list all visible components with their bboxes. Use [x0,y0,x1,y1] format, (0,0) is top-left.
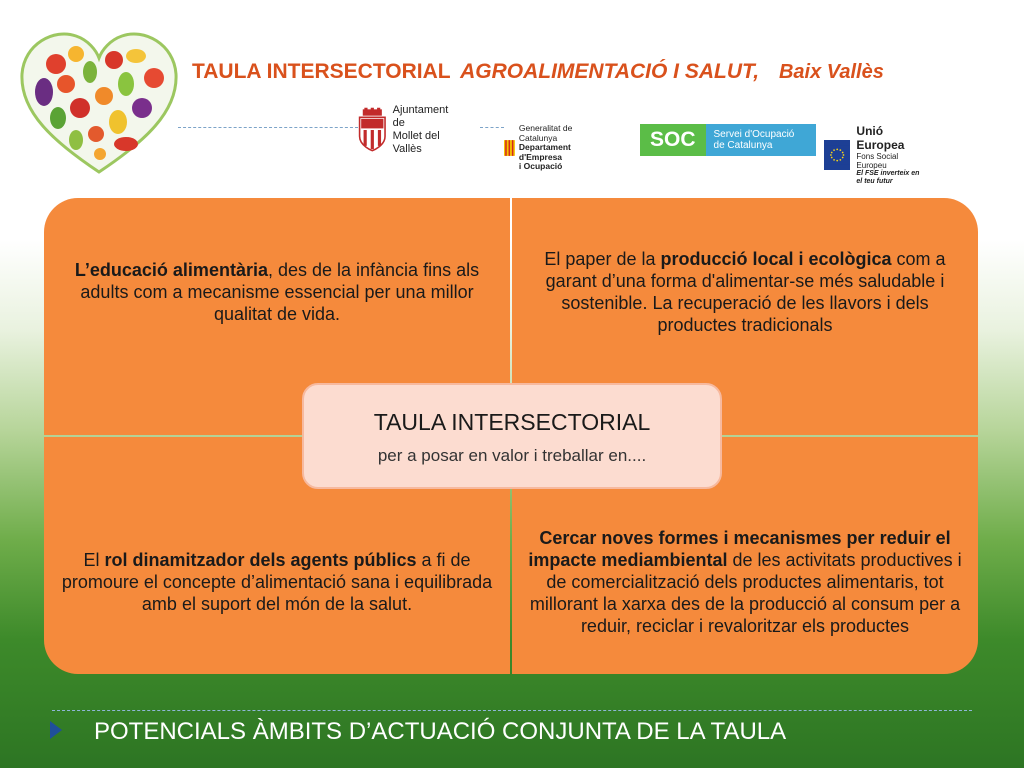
gencat-flag-icon [504,135,515,161]
mollet-line-2: Mollet del Vallès [392,130,440,155]
tl-bold: L’educació alimentària [74,259,268,280]
soc-line-1: Servei d'Ocupació [713,129,795,140]
eu-line-1: Unió Europea [856,124,905,152]
bl-bold: rol dinamitzador dels agents públics [104,549,417,570]
header-divider [178,127,358,128]
gencat-logo [504,124,578,172]
center-title: TAULA INTERSECTORIAL [373,409,651,435]
tl-text: , des de la infància fins als adults com a mecanisme essencial per una millor qualitat de vida. [80,259,480,324]
center-box [302,383,722,489]
fruit-heart-logo [14,22,184,182]
mollet-shield-icon [358,102,387,158]
tr-pre: El paper de la [544,248,661,269]
footer-divider [52,710,972,711]
gencat-line-3: i Ocupació [518,161,563,171]
soc-short: SOC [640,124,706,156]
gencat-line-1: Generalitat de Catalunya [518,123,573,143]
gencat-line-2: Departament d'Empresa [518,142,571,162]
eu-flag-icon [824,140,850,170]
center-subtitle: per a posar en valor i treballar en.... [377,446,647,465]
bl-pre: El [83,549,105,570]
mollet-line-1: Ajuntament de [392,104,449,129]
page-title [192,60,884,84]
footer-title: POTENCIALS ÀMBITS D’ACTUACIÓ CONJUNTA DE LA TAULA [94,718,787,745]
title-part-1: TAULA INTERSECTORIAL [192,60,451,83]
footer-arrow-icon [50,721,62,739]
soc-line-2: de Catalunya [713,140,773,151]
tr-bold: producció local i ecològica [660,248,892,269]
eu-logo [824,124,920,186]
br-text: de les activitats productives i de comercialització dels productes alimentaris, tot millorant la xarxa des de la producció al consum per a reduir, reciclar i revaloritzar els productes [529,549,962,636]
eu-line-3: El FSE inverteix en el teu futur [856,170,920,185]
br-bold: Cercar noves formes i mecanismes per reduir el impacte mediambiental [528,527,951,570]
soc-logo [640,124,816,156]
eu-line-2: Fons Social Europeu [856,152,899,170]
title-part-2: AGROALIMENTACIÓ I SALUT, [460,60,760,83]
tr-text: com a garant d’una forma d'alimentar-se més saludable i sostenible. La recuperació de les llavors i dels productes tradicionals [545,248,946,335]
title-part-3: Baix Vallès [778,61,884,83]
header-divider-2 [480,127,504,128]
mollet-logo [358,102,456,158]
bl-text: a fi de promoure el concepte d’alimentació sana i equilibrada amb el suport del món de la salut. [61,549,493,614]
